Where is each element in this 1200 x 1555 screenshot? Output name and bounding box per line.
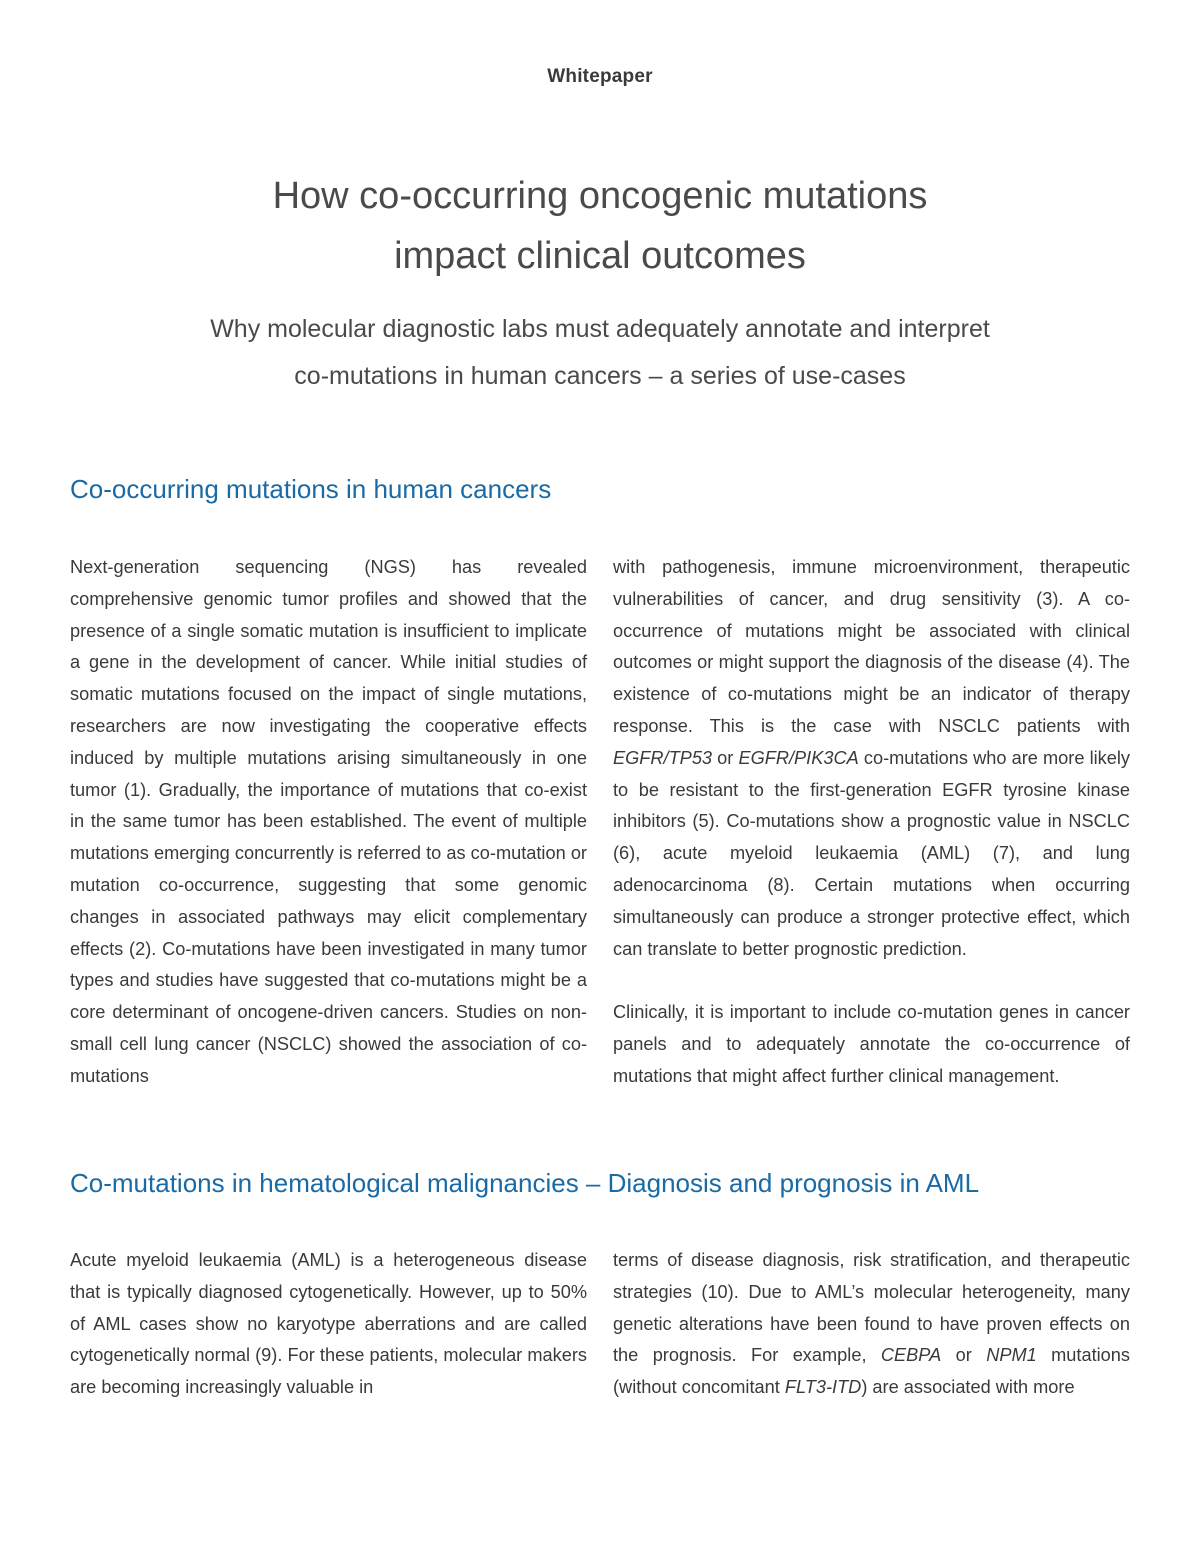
text-span: with pathogenesis, immune microenvironment, therapeutic vulnerabilities of cancer, and drug sensitivity (3). A co-occurrence of mutations might be associated with clinical outcomes or might support the diagnosis of the disease (4). The existence of co-mutations might be an indicator of therapy response. This is the case with NSCLC patients with [613,557,1130,736]
section1-right-paragraph-2: Clinically, it is important to include co-mutation genes in cancer panels and to adequately annotate the co-occurrence of mutations that might affect further clinical management. [613,1002,1130,1086]
subtitle-line-2: co-mutations in human cancers – a series of use-cases [294,362,906,390]
document-type-label: Whitepaper [547,66,653,87]
page-title [100,166,1100,286]
gene-name: FLT3-ITD [784,1377,862,1398]
title-line-2: impact clinical outcomes [394,235,806,277]
gene-name: EGFR/TP53 [613,747,713,768]
text-span: ) are associated with more [861,1377,1075,1398]
section2-left-paragraph: Acute myeloid leukaemia (AML) is a heterogeneous disease that is typically diagnosed cytogenetically. However, up to 50% of AML cases show no karyotype aberrations and are called cytogenetically normal (9). For these patients, molecular makers are becoming increasingly valuable in [70,1250,587,1398]
gene-name: EGFR/PIK3CA [738,747,859,768]
subtitle-line-1: Why molecular diagnostic labs must adequately annotate and interpret [210,315,990,343]
gene-name: CEBPA [880,1345,942,1366]
section2-right-column [613,1245,1130,1404]
title-line-1: How co-occurring oncogenic mutations [272,175,928,217]
section1-right-paragraph-1 [613,552,1130,965]
section2-left-column [70,1245,587,1404]
text-span: or [941,1345,987,1366]
text-span: or [712,747,739,768]
section1-right-column [613,552,1130,1093]
section-heading-hematological-malignancies: Co-mutations in hematological malignancies – Diagnosis and prognosis in AML [70,1168,980,1198]
page-subtitle [100,306,1100,400]
gene-name: NPM1 [986,1345,1037,1366]
section1-left-paragraph: Next-generation sequencing (NGS) has revealed comprehensive genomic tumor profiles and showed that the presence of a single somatic mutation is insufficient to implicate a gene in the development of cancer. While initial studies of somatic mutations focused on the impact of single mutations, researchers are now investigating the cooperative effects induced by multiple mutations arising simultaneously in one tumor (1). Gradually, the importance of mutations that co-exist in the same tumor has been established. The event of multiple mutations emerging concurrently is referred to as co-mutation or mutation co-occurrence, suggesting that some genomic changes in associated pathways may elicit complementary effects (2). Co-mutations have been investigated in many tumor types and studies have suggested that co-mutations might be a core determinant of oncogene-driven cancers. Studies on non-small cell lung cancer (NSCLC) showed the association of co-mutations [70,557,587,1086]
text-span: terms of disease diagnosis, risk stratification, and therapeutic strategies (10). Due to AML’s molecular heterogeneity, many genetic alterations have been found to have proven effects on the prognosis. For example, [613,1250,1130,1366]
section-heading-co-occurring-mutations: Co-occurring mutations in human cancers [70,474,552,504]
text-span: co-mutations who are more likely to be resistant to the first-generation EGFR tyrosine kinase inhibitors (5). Co-mutations show a prognostic value in NSCLC (6), acute myeloid leukaemia (AML) (7), and lung adenocarcinoma (8). Certain mutations when occurring simultaneously can produce a stronger protective effect, which can translate to better prognostic prediction. [613,747,1130,959]
section2-right-paragraph [613,1245,1130,1404]
text-span: mutations (without concomitant [613,1345,1130,1398]
section1-left-column [70,552,587,1093]
